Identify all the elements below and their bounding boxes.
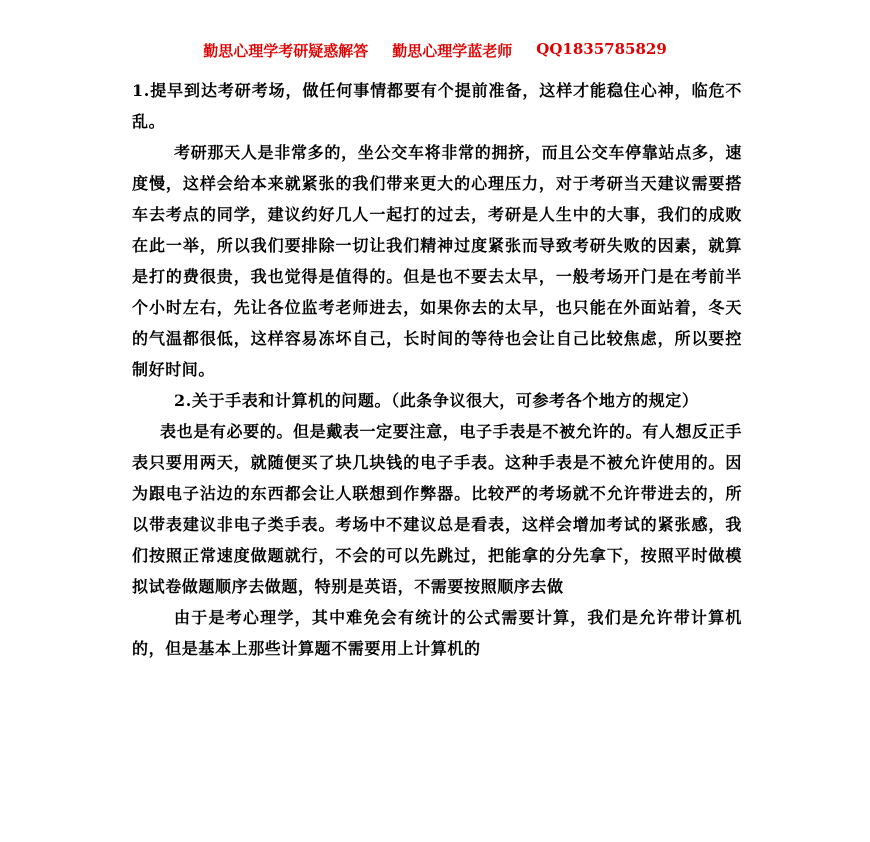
paragraph-3-heading: 2.关于手表和计算机的问题。（此条争议很大，可参考各个地方的规定） <box>174 391 699 410</box>
document-body <box>132 75 742 664</box>
header-qq-contact: QQ1835785829 <box>536 40 667 58</box>
paragraph-1-heading: 1.提早到达考研考场，做任何事情都要有个提前准备，这样才能稳住心神，临危不乱。 <box>132 81 742 131</box>
header-teacher-name: 勤思心理学蓝老师 <box>392 42 513 60</box>
paragraph-2: 考研那天人是非常多的，坐公交车将非常的拥挤，而且公交车停靠站点多，速度慢，这样会给本来就紧张的我们带来更大的心理压力，对于考研当天建议需要搭车去考点的同学，建议约好几人一起打的过去，考研是人生中的大事，我们的成败在此一举，所以我们要排除一切让我们精神过度紧张而导致考研失败的因素，就算是打的费很贵，我也觉得是值得的。但是也不要去太早，一般考场开门是在考前半个小时左右，先让各位监考老师进去，如果你去的太早，也只能在外面站着，冬天的气温都很低，这样容易冻坏自己，长时间的等待也会让自己比较焦虑，所以要控制好时间。 <box>132 143 742 379</box>
paragraph-4: 表也是有必要的。但是戴表一定要注意，电子手表是不被允许的。有人想反正手表只要用两天，就随便买了块几块钱的电子手表。这种手表是不被允许使用的。因为跟电子沾边的东西都会让人联想到作弊器。比较严的考场就不允许带进去的，所以带表建议非电子类手表。考场中不建议总是看表，这样会增加考试的紧张感，我们按照正常速度做题就行，不会的可以先跳过，把能拿的分先拿下，按照平时做模拟试卷做题顺序去做题，特别是英语，不需要按照顺序去做 <box>132 422 742 596</box>
paragraph-5: 由于是考心理学，其中难免会有统计的公式需要计算，我们是允许带计算机的，但是基本上那些计算题不需要用上计算机的 <box>132 608 742 658</box>
header-faq-title: 勤思心理学考研疑惑解答 <box>203 42 369 60</box>
page-header <box>0 40 870 61</box>
